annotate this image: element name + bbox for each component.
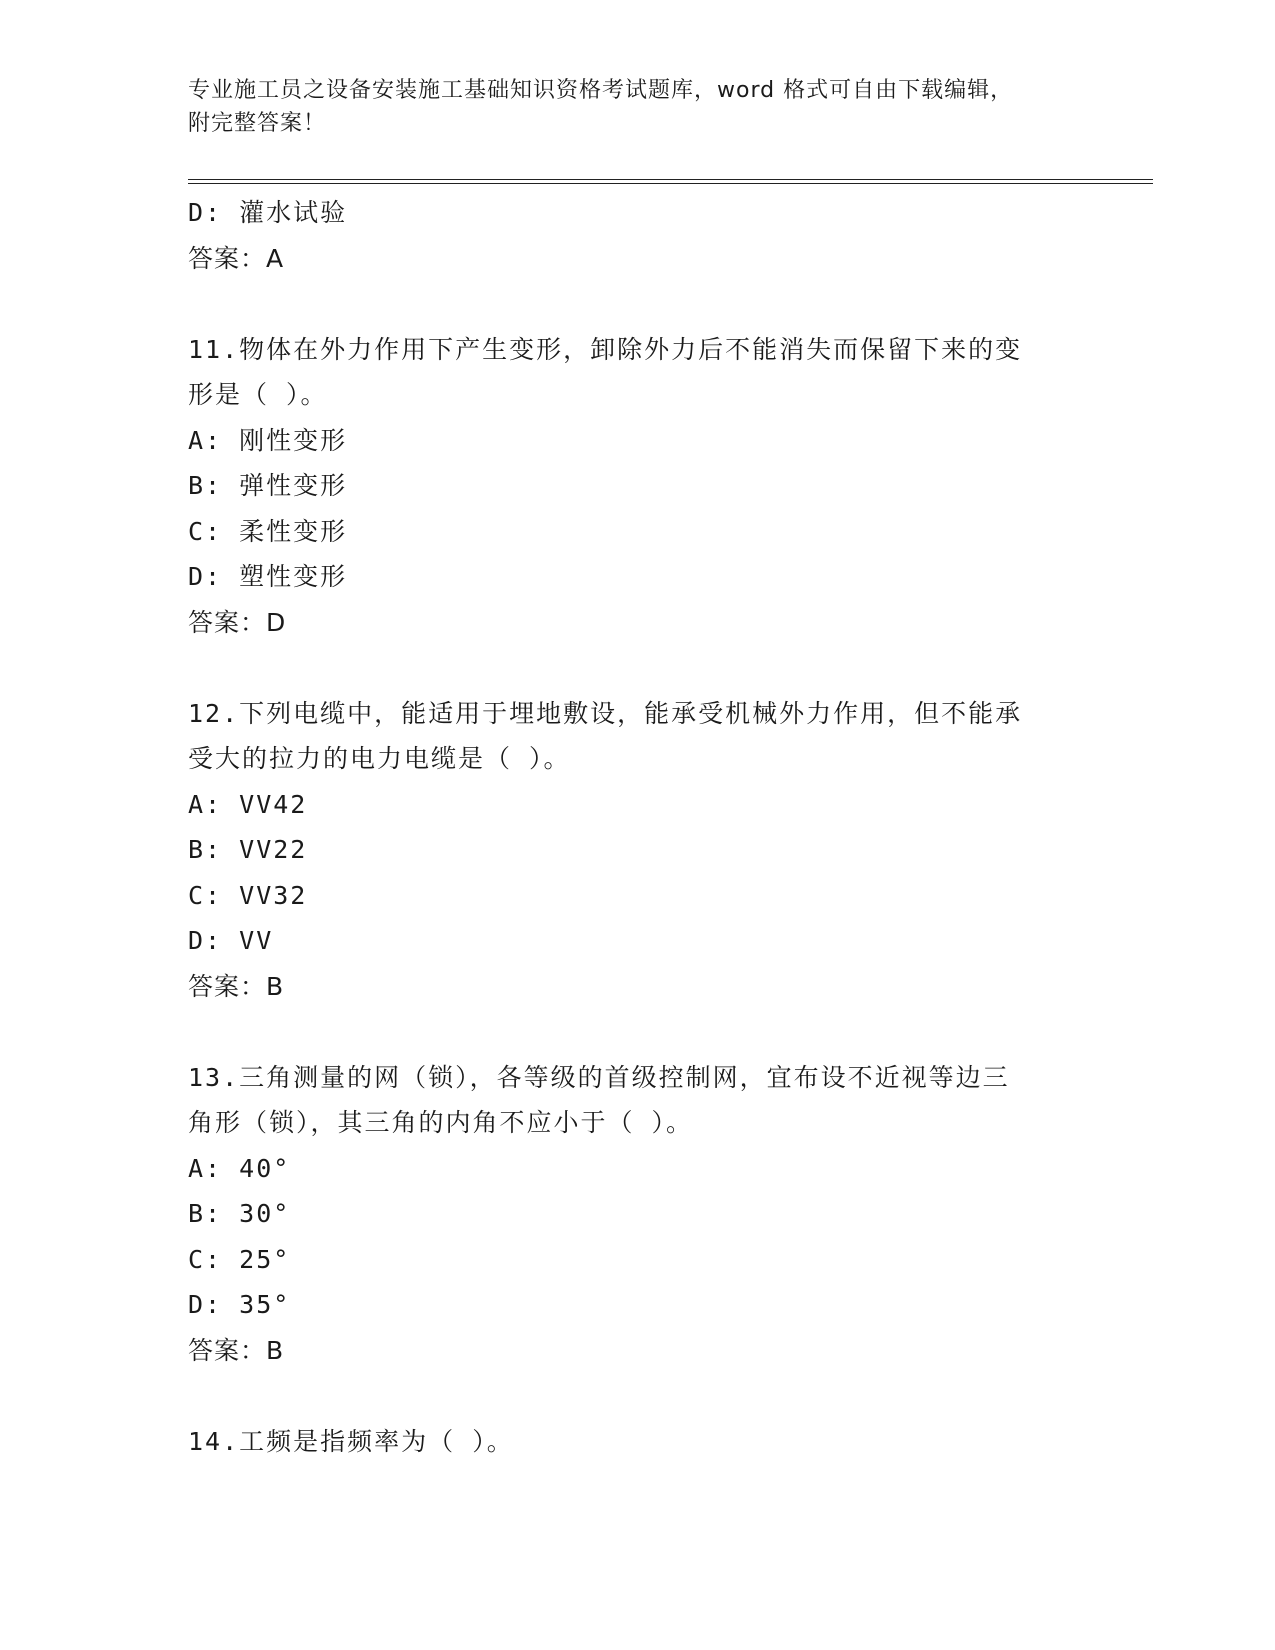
question-stem-cont: 形是（ ）。 [188, 380, 328, 409]
question-12 [188, 691, 1088, 1010]
spacer [188, 1373, 1088, 1419]
header-line-1: 专业施工员之设备安装施工基础知识资格考试题库，word 格式可自由下载编辑， [188, 78, 1014, 103]
answer-line: 答案：A [188, 243, 285, 273]
answer-line: 答案：B [188, 971, 285, 1001]
option-a: A: VV42 [188, 789, 308, 819]
option-c: C: 25° [188, 1244, 291, 1274]
option-d: D: VV [188, 926, 274, 955]
option-d: D: 35° [188, 1290, 291, 1319]
question-list [188, 190, 1088, 1464]
answer-line: 答案：D [188, 607, 287, 637]
option-c: C: VV32 [188, 880, 308, 910]
header-line-2: 附完整答案！ [188, 111, 327, 136]
option-b: B: 30° [188, 1199, 291, 1228]
option-d: D: 塑性变形 [188, 562, 348, 591]
question-stem-cont: 角形（锁），其三角的内角不应小于（ ）。 [188, 1108, 694, 1137]
option-a: A: 40° [188, 1153, 291, 1183]
document-header [188, 74, 1088, 140]
spacer [188, 281, 1088, 327]
option-c: C: 柔性变形 [188, 516, 348, 546]
question-14 [188, 1419, 1088, 1465]
header-divider-bottom [188, 183, 1153, 184]
question-stem: 14.工频是指频率为（ ）。 [188, 1426, 514, 1456]
spacer [188, 1009, 1088, 1055]
spacer [188, 645, 1088, 691]
answer-line: 答案：B [188, 1335, 285, 1365]
option-b: B: 弹性变形 [188, 471, 348, 500]
option-d: D: 灌水试验 [188, 198, 348, 227]
question-11 [188, 327, 1088, 646]
option-a: A: 刚性变形 [188, 425, 348, 455]
question-13 [188, 1055, 1088, 1374]
option-b: B: VV22 [188, 835, 308, 864]
header-divider-top [188, 179, 1153, 180]
question-stem: 13.三角测量的网（锁），各等级的首级控制网，宜布设不近视等边三 [188, 1062, 1010, 1092]
question-stem: 11.物体在外力作用下产生变形，卸除外力后不能消失而保留下来的变 [188, 334, 1023, 364]
question-stem: 12.下列电缆中，能适用于埋地敷设，能承受机械外力作用，但不能承 [188, 698, 1023, 728]
question-stem-cont: 受大的拉力的电力电缆是（ ）。 [188, 744, 571, 773]
